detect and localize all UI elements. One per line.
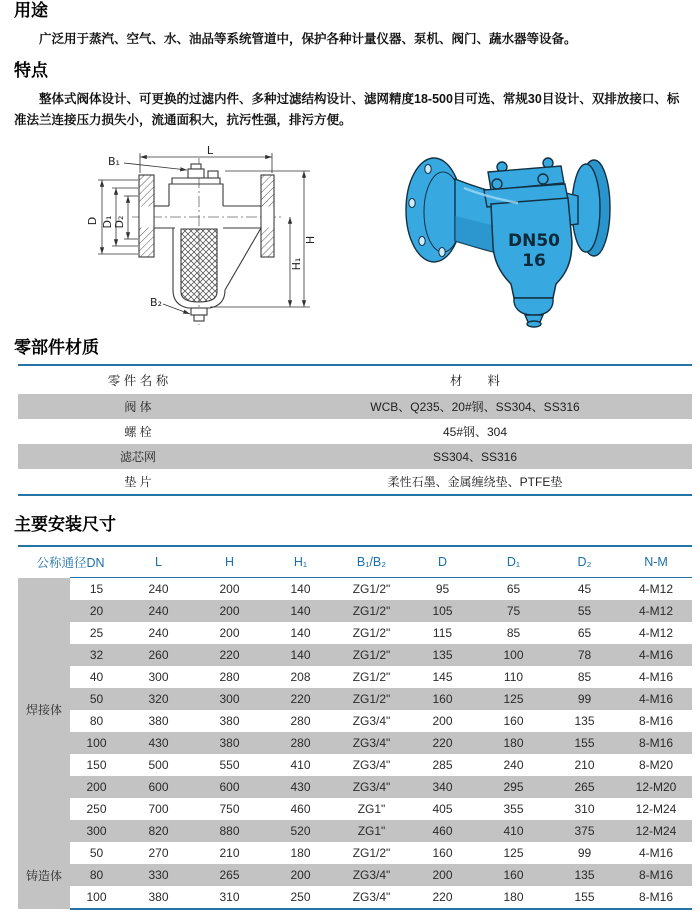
dimension-value-cell: 115 — [432, 626, 453, 640]
dimension-value-cell: 355 — [503, 802, 524, 816]
dimension-value-cell: 240 — [123, 600, 194, 622]
dimension-row — [18, 820, 692, 842]
dimension-value-cell: 310 — [194, 886, 265, 909]
dimension-value-cell: 210 — [574, 758, 595, 772]
dimension-row — [18, 710, 692, 732]
dimension-row — [18, 578, 692, 601]
dimension-value-cell: 140 — [290, 626, 311, 640]
dimension-value-cell: 78 — [549, 644, 620, 666]
dimension-value-cell: 460 — [407, 820, 478, 842]
dimension-row — [18, 798, 692, 820]
dimension-value-cell: 280 — [290, 714, 311, 728]
strainer-product-image — [398, 146, 656, 328]
materials-col-part-name: 零 件 名 称 — [107, 374, 169, 388]
dimension-value-cell: 8-M16 — [620, 864, 692, 886]
dims-col-d: D — [437, 555, 448, 569]
dimension-value-cell: 8-M20 — [638, 758, 673, 772]
dimension-value-cell: 380 — [148, 714, 169, 728]
dn-cell: 40 — [89, 670, 104, 684]
dimension-value-cell: 220 — [194, 644, 265, 666]
section-heading-dimensions: 主要安装尺寸 — [14, 515, 116, 534]
dimension-value-cell: 135 — [407, 644, 478, 666]
dimension-value-cell: 300 — [148, 670, 169, 684]
dimension-value-cell: 12-M24 — [635, 802, 677, 816]
dimension-value-cell: 380 — [123, 886, 194, 909]
valve-pn-label: 16 — [522, 251, 546, 271]
dimension-value-cell: 160 — [407, 688, 478, 710]
dims-col-d2: D₂ — [577, 555, 592, 569]
dimension-value-cell: 95 — [407, 578, 478, 601]
part-name-cell: 阀 体 — [124, 400, 152, 414]
dims-col-h: H — [224, 555, 235, 569]
dimension-value-cell: 8-M16 — [620, 886, 692, 909]
dimension-value-cell: ZG1/2" — [336, 600, 407, 622]
dim-label-d2: D₂ — [113, 215, 126, 229]
dimension-value-cell: ZG3/4" — [352, 714, 391, 728]
materials-row — [18, 419, 692, 444]
dimension-value-cell: 880 — [194, 820, 265, 842]
bonnet-bolt — [492, 179, 502, 189]
strainer-dimension-drawing — [62, 144, 348, 327]
dimension-value-cell: 250 — [265, 886, 336, 909]
dimension-value-cell: 4-M16 — [638, 670, 673, 684]
valve-dn-label: DN50 — [508, 231, 560, 251]
dimension-value-cell: 4-M12 — [620, 578, 692, 601]
material-cell: 柔性石墨、金属缠绕垫、PTFE垫 — [387, 475, 563, 489]
dimension-value-cell: 140 — [265, 600, 336, 622]
bonnet-bolt — [538, 174, 548, 184]
dimension-value-cell: 160 — [503, 714, 524, 728]
materials-col-material: 材 料 — [449, 374, 500, 388]
dimension-value-cell: ZG1/2" — [336, 688, 407, 710]
dn-cell: 25 — [89, 626, 104, 640]
dimension-value-cell: 65 — [478, 578, 549, 601]
dimension-value-cell: 500 — [148, 758, 169, 772]
dimension-value-cell: 145 — [432, 670, 453, 684]
body-type-group-label: 焊接体 — [18, 578, 70, 843]
dn-cell: 250 — [86, 802, 107, 816]
dimension-value-cell: 240 — [503, 758, 524, 772]
dimension-value-cell: 340 — [407, 776, 478, 798]
materials-table — [18, 364, 692, 496]
dimension-value-cell: 160 — [478, 864, 549, 886]
dimension-value-cell: 208 — [290, 670, 311, 684]
dimension-value-cell: ZG3/4" — [336, 776, 407, 798]
dim-label-l: L — [206, 144, 214, 157]
dimension-value-cell: 12-M24 — [620, 820, 692, 842]
dimension-value-cell: 265 — [549, 776, 620, 798]
dimension-value-cell: 8-M16 — [638, 714, 673, 728]
dimension-value-cell: 75 — [478, 600, 549, 622]
dimension-value-cell: 600 — [194, 776, 265, 798]
dimensions-table — [18, 545, 692, 910]
dimension-value-cell: 200 — [432, 714, 453, 728]
dimension-row — [18, 754, 692, 776]
dim-label-h1: H₁ — [290, 257, 303, 271]
dimension-value-cell: 135 — [574, 714, 595, 728]
dimension-value-cell: ZG1" — [336, 820, 407, 842]
dimension-value-cell: 200 — [407, 864, 478, 886]
dimension-value-cell: 285 — [432, 758, 453, 772]
dimension-value-cell: 240 — [148, 626, 169, 640]
dimension-value-cell: 125 — [478, 688, 549, 710]
dimension-value-cell: 430 — [123, 732, 194, 754]
dimension-value-cell: 160 — [432, 846, 453, 860]
material-cell: WCB、Q235、20#钢、SS304、SS316 — [370, 400, 580, 414]
dimension-value-cell: 65 — [577, 626, 592, 640]
dimension-row — [18, 666, 692, 688]
dimension-value-cell: 240 — [123, 578, 194, 601]
dims-col-h1: H₁ — [293, 555, 308, 569]
dimension-value-cell: 380 — [194, 732, 265, 754]
dimension-value-cell: 200 — [265, 864, 336, 886]
dimension-row — [18, 886, 692, 909]
dimension-value-cell: 375 — [549, 820, 620, 842]
dimension-value-cell: 270 — [148, 846, 169, 860]
dimension-value-cell: 310 — [574, 802, 595, 816]
dimension-value-cell: 220 — [407, 886, 478, 909]
dimension-value-cell: 520 — [265, 820, 336, 842]
part-name-cell: 垫 片 — [124, 475, 152, 489]
dim-label-d: D — [86, 216, 99, 226]
dimension-value-cell: 330 — [123, 864, 194, 886]
dimension-value-cell: ZG1/2" — [336, 644, 407, 666]
dimension-value-cell: ZG1" — [357, 802, 386, 816]
dimension-value-cell: 135 — [549, 864, 620, 886]
dimension-value-cell: 105 — [407, 600, 478, 622]
dimension-value-cell: 200 — [194, 578, 265, 601]
dimension-value-cell: 140 — [265, 644, 336, 666]
dimension-value-cell: 155 — [549, 732, 620, 754]
dimension-row — [18, 776, 692, 798]
dimension-value-cell: 280 — [219, 670, 240, 684]
figures-row — [0, 144, 700, 331]
material-cell: 45#钢、304 — [442, 425, 508, 439]
dimension-value-cell: 820 — [123, 820, 194, 842]
dimension-value-cell: 460 — [290, 802, 311, 816]
materials-row — [18, 394, 692, 419]
dimension-value-cell: 8-M16 — [620, 732, 692, 754]
usage-text: 广泛用于蒸汽、空气、水、油品等系统管道中，保护各种计量仪器、泵机、阀门、蔬水器等设备。 — [39, 32, 577, 46]
dimension-value-cell: 210 — [219, 846, 240, 860]
dimension-value-cell: 550 — [219, 758, 240, 772]
body-type-group-label: 铸造体 — [18, 842, 70, 909]
features-text: 整体式阀体设计、可更换的过滤内件、多种过滤结构设计、滤网精度18-500目可选、常规30目设计、双排放接口、标准法兰连接压力损失小，流通面积大，抗污性强，排污方便。 — [14, 92, 680, 127]
dimension-value-cell: ZG1/2" — [352, 846, 391, 860]
dn-cell: 20 — [70, 600, 123, 622]
dimension-row — [18, 688, 692, 710]
bottom-cup — [514, 298, 553, 315]
dims-col-dn: 公称通径DN — [36, 556, 105, 570]
dimension-value-cell: 300 — [194, 688, 265, 710]
dn-cell: 150 — [86, 758, 107, 772]
dimension-value-cell: 4-M12 — [638, 626, 673, 640]
dimension-value-cell: 12-M20 — [620, 776, 692, 798]
dim-label-b2: B₂ — [150, 296, 162, 309]
dn-cell: 50 — [70, 688, 123, 710]
dimension-value-cell: 100 — [478, 644, 549, 666]
dimension-row — [18, 622, 692, 644]
dimension-value-cell: ZG3/4" — [336, 886, 407, 909]
dimension-value-cell: 55 — [549, 600, 620, 622]
dims-col-d1: D₁ — [506, 555, 521, 569]
dimension-value-cell: ZG3/4" — [352, 758, 391, 772]
dimension-value-cell: 4-M16 — [620, 644, 692, 666]
dimension-value-cell: 85 — [506, 626, 521, 640]
dimension-value-cell: 180 — [290, 846, 311, 860]
materials-row — [18, 444, 692, 469]
dimension-value-cell: 45 — [549, 578, 620, 601]
dimensions-header-row — [18, 546, 692, 578]
section-heading-usage: 用途 — [14, 1, 48, 20]
dims-col-l: L — [155, 555, 162, 569]
dn-cell: 32 — [70, 644, 123, 666]
dn-cell: 300 — [70, 820, 123, 842]
dimension-value-cell: ZG1/2" — [336, 578, 407, 601]
dn-cell: 15 — [70, 578, 123, 601]
dimension-value-cell: 700 — [148, 802, 169, 816]
dims-col-b1b2: B₁/B₂ — [356, 555, 387, 569]
dimension-value-cell: 260 — [123, 644, 194, 666]
dimension-value-cell: 220 — [265, 688, 336, 710]
dimension-value-cell: 380 — [219, 714, 240, 728]
dimension-row — [18, 644, 692, 666]
materials-header-row — [18, 365, 692, 394]
dimension-value-cell: 430 — [265, 776, 336, 798]
dimension-value-cell: ZG1/2" — [352, 670, 391, 684]
dimension-value-cell: 410 — [290, 758, 311, 772]
dimension-value-cell: 125 — [503, 846, 524, 860]
dimension-value-cell: 180 — [478, 886, 549, 909]
section-heading-features: 特点 — [14, 61, 48, 80]
dimension-value-cell: 280 — [265, 732, 336, 754]
dimension-value-cell: 4-M16 — [620, 688, 692, 710]
dimension-value-cell: 265 — [194, 864, 265, 886]
dn-cell: 80 — [70, 864, 123, 886]
dim-label-d1: D₁ — [101, 215, 114, 229]
dn-cell: 200 — [70, 776, 123, 798]
dimension-value-cell: 85 — [577, 670, 592, 684]
dimension-value-cell: 200 — [194, 600, 265, 622]
dimension-value-cell: ZG1/2" — [352, 626, 391, 640]
dimension-value-cell: 99 — [549, 688, 620, 710]
dimension-row — [18, 732, 692, 754]
dn-cell: 100 — [70, 732, 123, 754]
dim-label-h: H — [304, 235, 317, 245]
dimension-value-cell: 99 — [577, 846, 592, 860]
dimension-row — [18, 864, 692, 886]
materials-row — [18, 469, 692, 495]
dn-cell: 100 — [70, 886, 123, 909]
dimension-value-cell: 110 — [503, 670, 524, 684]
dimension-value-cell: 155 — [549, 886, 620, 909]
dimension-value-cell: ZG3/4" — [336, 864, 407, 886]
dn-cell: 50 — [89, 846, 104, 860]
dimension-value-cell: 410 — [478, 820, 549, 842]
dn-cell: 80 — [89, 714, 104, 728]
dimension-value-cell: 140 — [265, 578, 336, 601]
dimension-value-cell: 295 — [478, 776, 549, 798]
section-heading-materials: 零部件材质 — [14, 338, 99, 357]
dimension-value-cell: ZG3/4" — [336, 732, 407, 754]
dimension-row — [18, 600, 692, 622]
dimension-value-cell: 180 — [478, 732, 549, 754]
dimension-value-cell: 320 — [123, 688, 194, 710]
part-name-cell: 螺 栓 — [124, 425, 152, 439]
dimension-row — [18, 842, 692, 864]
dimension-value-cell: 4-M12 — [620, 600, 692, 622]
material-cell: SS304、SS316 — [432, 450, 518, 464]
dimension-value-cell: 750 — [219, 802, 240, 816]
drain-plug-tip — [527, 321, 541, 327]
dimension-value-cell: 405 — [432, 802, 453, 816]
dimension-value-cell: 4-M16 — [638, 846, 673, 860]
dimension-value-cell: 200 — [219, 626, 240, 640]
part-name-cell: 滤芯网 — [119, 450, 156, 464]
dimension-value-cell: 220 — [407, 732, 478, 754]
dimension-value-cell: 600 — [123, 776, 194, 798]
dims-col-nm: N-M — [644, 555, 668, 569]
dim-label-b1: B₁ — [108, 155, 120, 168]
